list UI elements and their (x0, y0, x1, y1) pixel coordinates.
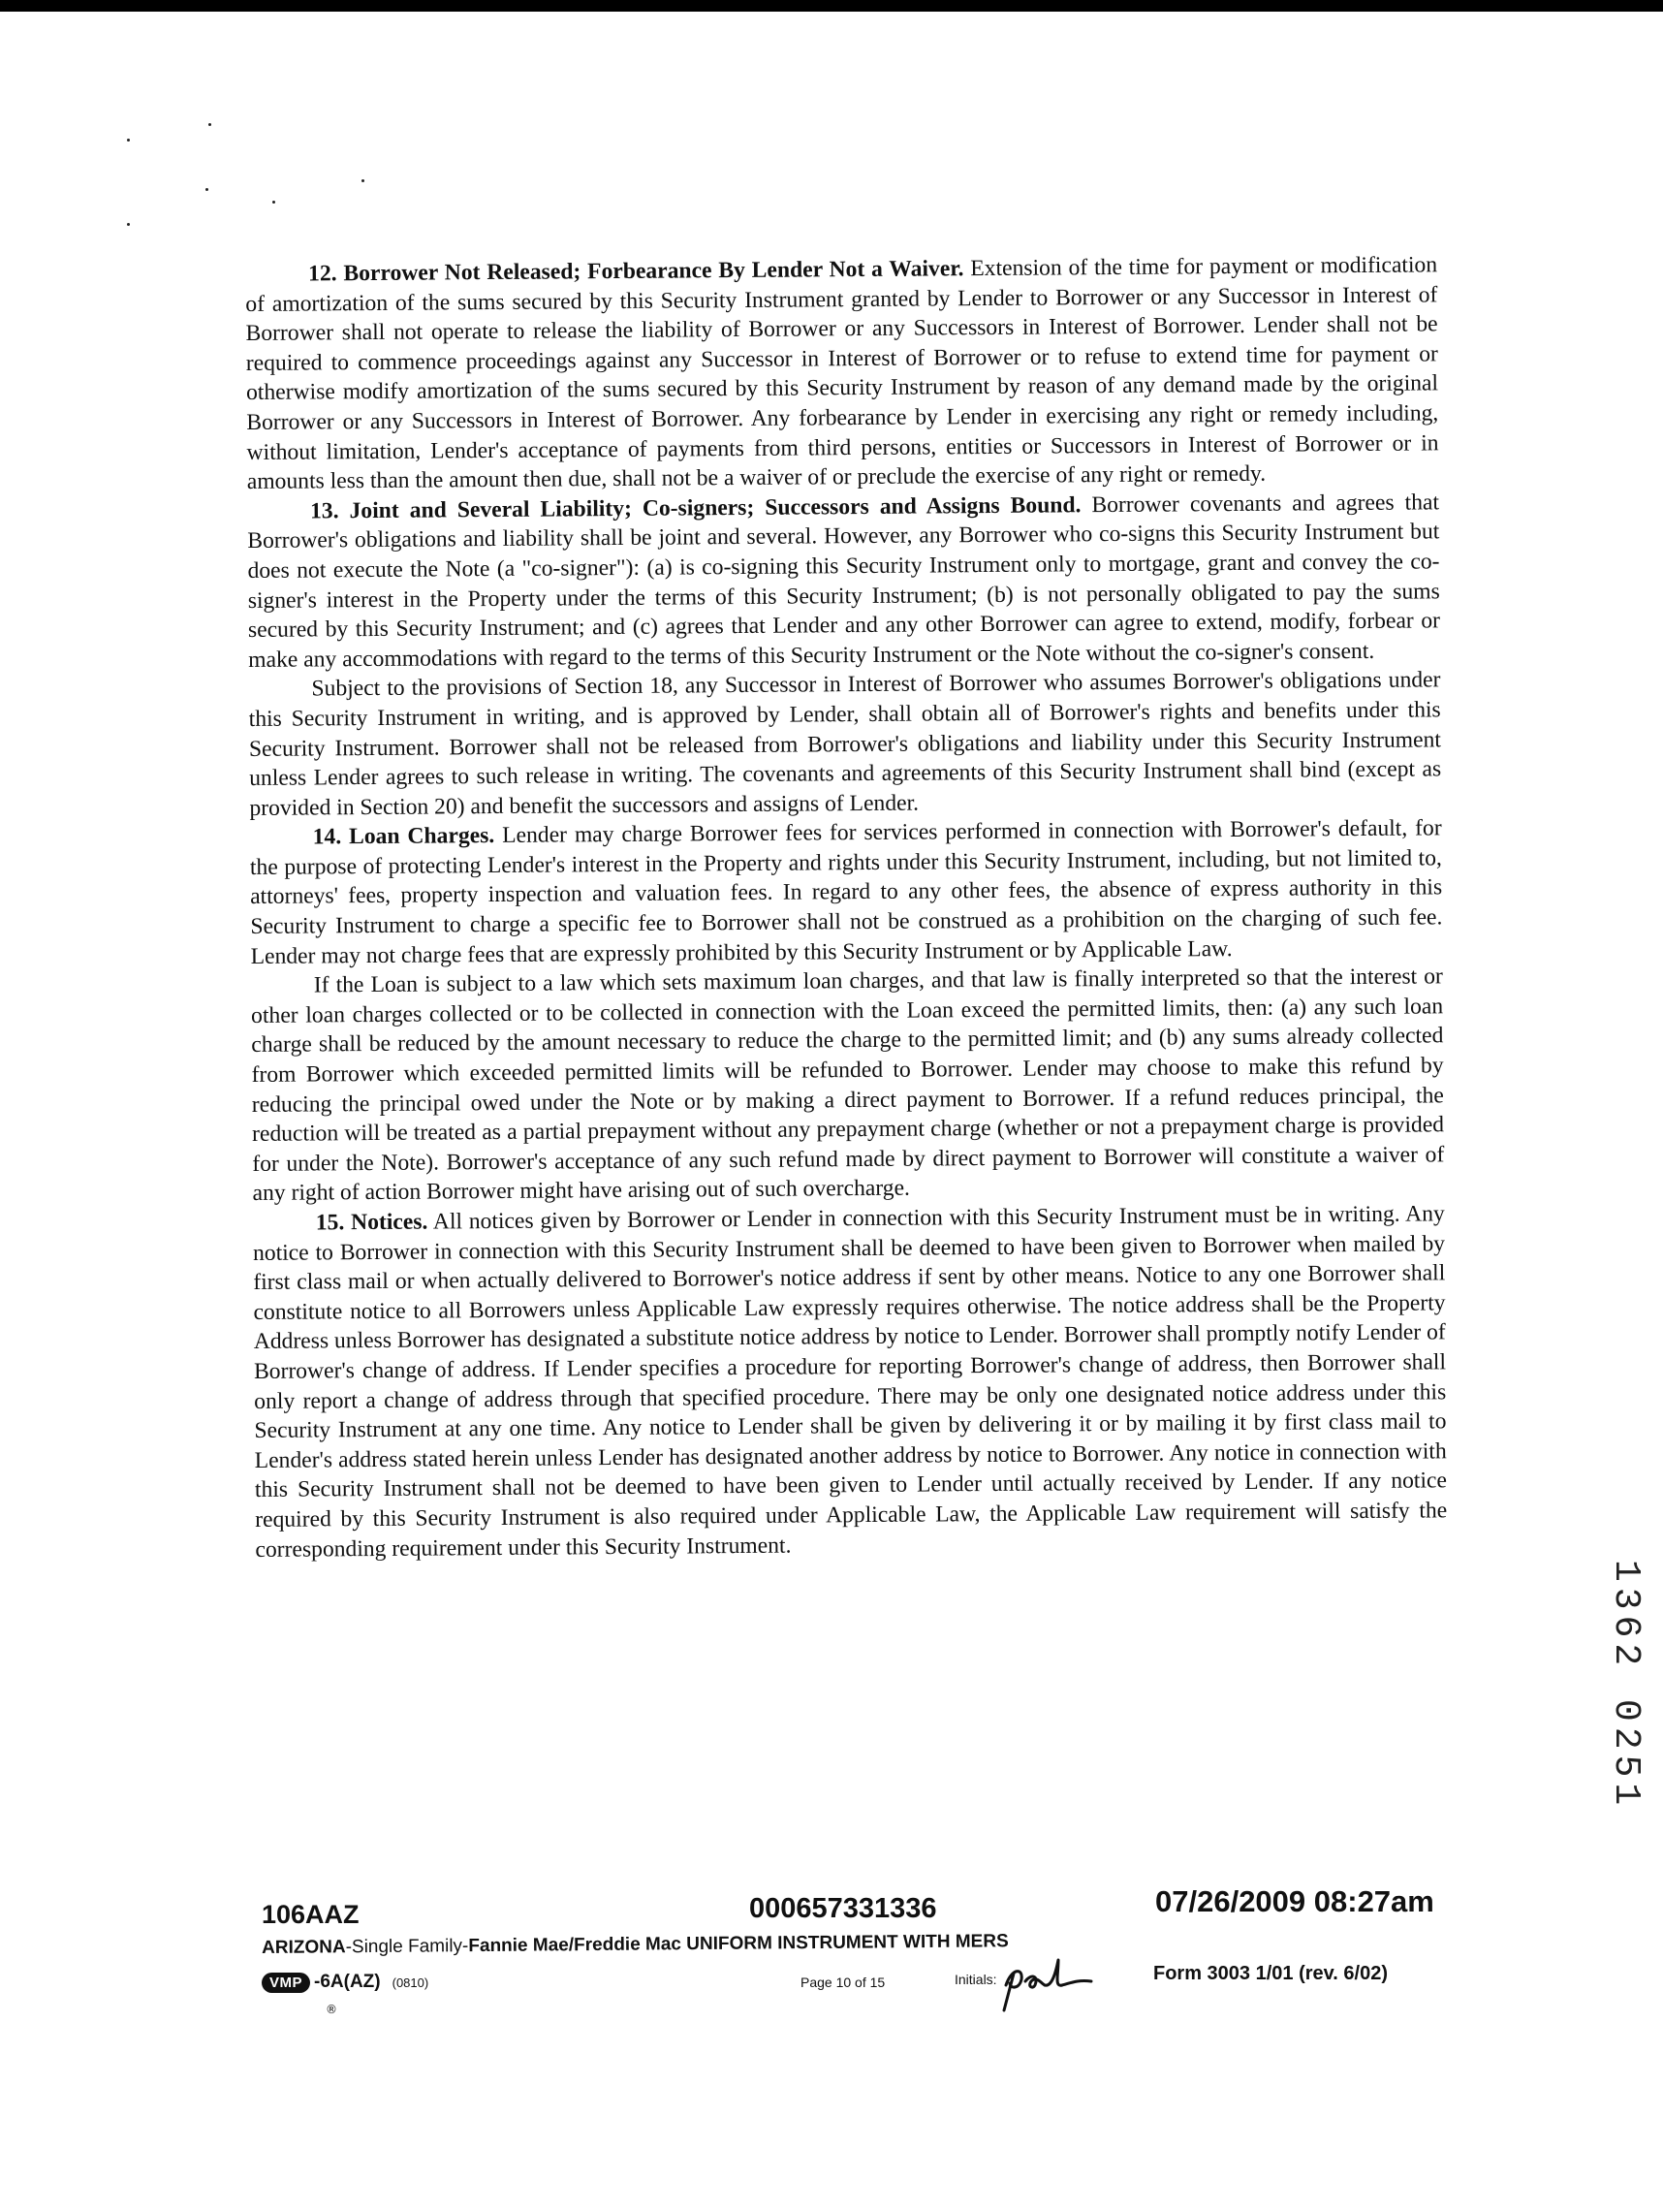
footer-description (262, 1931, 1009, 1959)
section-text: Extension of the time for payment or modification of amortization of the sums secured by this Security Instrument granted by Lender to Borrower or any Successor in Interest of Borrower shall not operate to release the liability of Borrower or any Successors in Interest of Borrower. Lender shall not be required to commence proceedings against any Successor in Interest of Borrower or to refuse to extend time for payment or otherwise modify amortization of the sums secured by this Security Instrument by reason of any demand made by the original Borrower or any Successors in Interest of Borrower. Any forbearance by Lender in exercising any right or remedy including, without limitation, Lender's acceptance of payments from third persons, entities or Successors in Interest of Borrower or in amounts less than the amount then due, shall not be a waiver of or preclude the exercise of any right or remedy. (245, 252, 1439, 495)
section-heading: Borrower Not Released; Forbearance By Lender Not a Waiver. (343, 256, 964, 287)
footer-form-version: (0810) (392, 1975, 429, 1990)
document-body (245, 250, 1448, 1564)
scan-speck (127, 139, 130, 142)
footer-state: ARIZONA (262, 1937, 346, 1958)
footer-description-bold: Fannie Mae/Freddie Mac UNIFORM INSTRUMENT WITH MERS (468, 1931, 1009, 1957)
section-number: 15. (315, 1210, 345, 1236)
section-13 (247, 488, 1440, 675)
section-number: 13. (309, 498, 339, 524)
footer-description-normal: -Single Family- (345, 1936, 469, 1958)
vmp-logo: VMP (262, 1973, 310, 1993)
section-heading: Joint and Several Liability; Co-signers; Successors and Assigns Bound. (349, 491, 1082, 523)
section-text: Borrower covenants and agrees that Borrower's obligations and liability shall be joint and several. However, any Borrower who co-signs this Security Instrument but does not execute the Note (a "co-signer"): (a) is co-signing this Security Instrument only to mortgage, grant and convey the co-signer's interest in the Property under the terms of this Security Instrument; (b) is not personally obligated to pay the sums secured by this Security Instrument; and (c) agrees that Lender and any other Borrower can agree to extend, modify, forbear or make any accommodations with regard to the terms of this Security Instrument or the Note without the co-signer's consent. (247, 490, 1441, 673)
footer-loan-number: 000657331336 (749, 1893, 937, 1924)
section-text: All notices given by Borrower or Lender in connection with this Security Instrument must be in writing. Any notice to Borrower in connection with this Security Instrument shall be deemed to have been given to Borrower when mailed by first class mail or when actually delivered to Borrower's notice address if sent by other means. Notice to any one Borrower shall constitute notice to all Borrowers unless Applicable Law expressly requires otherwise. The notice address shall be the Property Address unless Borrower has designated a substitute notice address by notice to Lender. Borrower shall promptly notify Lender of Borrower's change of address. If Lender specifies a procedure for reporting Borrower's change of address, then Borrower shall only report a change of address through that specified procedure. There may be only one designated notice address under this Security Instrument at any one time. Any notice to Lender shall be given by delivering it or by mailing it by first class mail to Lender's address stated herein unless Lender has designated another address by notice to Borrower. Any notice in connection with this Security Instrument shall not be deemed to have been given to Lender until actually received by Lender. If any notice required by this Security Instrument is also required under Applicable Law, the Applicable Law requirement will satisfy the corresponding requirement under this Security Instrument. (252, 1201, 1448, 1563)
footer-form-id: -6A(AZ) (314, 1972, 381, 1992)
registered-mark: ® (326, 2003, 337, 2016)
section-14-paragraph: If the Loan is subject to a law which sets maximum loan charges, and that law is finally interpreted so that the interest or other loan charges collected or to be collected in connection with the Loan exceed the permitted limits, then: (a) any such loan charge shall be reduced by the amount necessary to reduce the charge to the permitted limit; and (b) any sums already collected from Borrower which exceeded permitted limits will be refunded to Borrower. Lender may choose to make this refund by reducing the principal owed under the Note or by making a direct payment to Borrower. If a refund reduces principal, the reduction will be treated as a partial prepayment without any prepayment charge (whether or not a prepayment charge is provided for under the Note). Borrower's acceptance of any such refund made by direct payment to Borrower will constitute a waiver of any right of action Borrower might have arising out of such overcharge. (251, 964, 1445, 1207)
footer-page-number: Page 10 of 15 (800, 1975, 886, 1990)
section-text: Lender may charge Borrower fees for services performed in connection with Borrower's default, for the purpose of protecting Lender's interest in the Property and rights under this Security Instrument, including, but not limited to, attorneys' fees, property inspection and valuation fees. In regard to any other fees, the absence of express authority in this Security Instrument to charge a specific fee to Borrower shall not be construed as a prohibition on the charging of such fee. Lender may not charge fees that are expressly prohibited by this Security Instrument or by Applicable Law. (249, 815, 1443, 969)
section-number: 12. (308, 261, 337, 287)
section-12 (245, 250, 1439, 496)
scan-speck (208, 123, 211, 126)
scan-top-edge (0, 0, 1663, 12)
scan-speck (361, 179, 364, 182)
section-heading: Loan Charges. (348, 823, 495, 850)
scan-speck (205, 188, 208, 191)
section-number: 14. (312, 824, 342, 850)
footer-initials-label: Initials: (955, 1972, 997, 1987)
scan-speck (127, 223, 130, 226)
footer-vmp-line (262, 1972, 428, 1993)
section-14 (250, 814, 1443, 972)
footer-form-code: 106AAZ (262, 1900, 360, 1929)
section-15 (253, 1199, 1448, 1564)
recording-stamp: 1362 0251 (1605, 1560, 1647, 1812)
section-13-paragraph: Subject to the provisions of Section 18, any Successor in Interest of Borrower who assumes Borrower's obligations under this Security Instrument in writing, and is approved by Lender, shall obtain all of Borrower's rights and benefits under this Security Instrument. Borrower shall not be released from Borrower's obligations and liability under this Security Instrument unless Lender agrees to such release in writing. The covenants and agreements of this Security Instrument shall bind (except as provided in Section 20) and benefit the successors and assigns of Lender. (248, 667, 1442, 821)
footer-form-number: Form 3003 1/01 (rev. 6/02) (1153, 1963, 1388, 1984)
initials-signature (998, 1946, 1114, 2014)
footer-datetime: 07/26/2009 08:27am (1155, 1884, 1434, 1918)
scan-speck (272, 201, 275, 204)
section-heading: Notices. (350, 1209, 428, 1236)
